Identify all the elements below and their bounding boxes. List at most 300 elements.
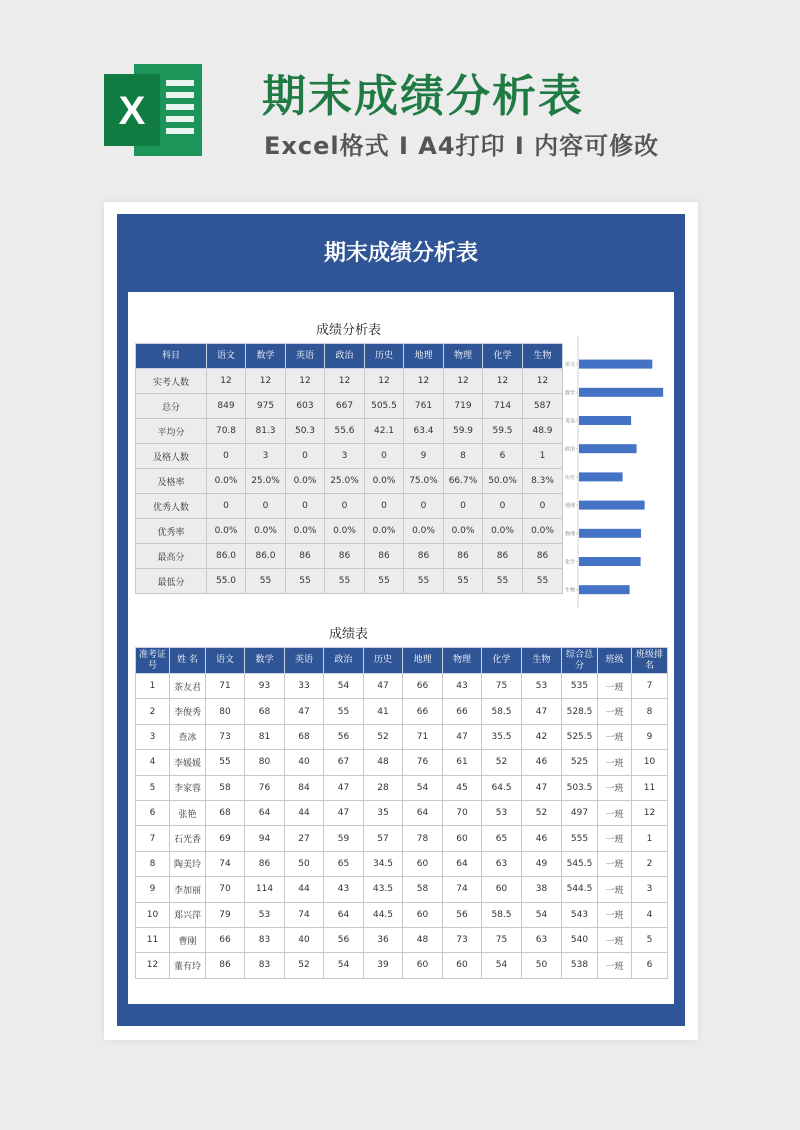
scores-cell: 65 [324,851,364,876]
chart-bar [579,360,652,369]
scores-cell: 81 [245,724,285,749]
analysis-cell: 55 [404,569,444,594]
scores-cell: 555 [562,826,598,851]
scores-cell: 56 [324,927,364,952]
scores-cell: 7 [632,674,668,699]
scores-cell: 李媛媛 [170,750,206,775]
scores-cell: 54 [403,775,443,800]
page-subtitle: Excel格式 Ⅰ A4打印 Ⅰ 内容可修改 [264,132,660,160]
scores-cell: 64 [443,851,482,876]
analysis-row [136,519,563,544]
analysis-row [136,369,563,394]
chart-category-label: 生物 [564,587,576,594]
scores-cell: 76 [245,775,285,800]
scores-cell: 12 [632,800,668,825]
scores-cell: 55 [206,750,245,775]
analysis-cell: 63.4 [404,419,444,444]
scores-cell: 9 [136,877,170,902]
analysis-header-cell: 地理 [404,344,444,369]
scores-cell: 45 [443,775,482,800]
scores-row [136,775,668,800]
scores-cell: 38 [522,877,562,902]
analysis-row [136,444,563,469]
analysis-cell: 0.0% [246,519,286,544]
scores-cell: 54 [324,953,364,978]
scores-cell: 11 [136,927,170,952]
scores-cell: 44.5 [364,902,403,927]
analysis-cell: 55.0 [207,569,246,594]
analysis-cell: 0.0% [286,519,325,544]
scores-cell: 65 [482,826,522,851]
scores-cell: 34.5 [364,851,403,876]
scores-cell: 一班 [598,750,632,775]
scores-cell: 74 [443,877,482,902]
analysis-cell: 12 [286,369,325,394]
scores-cell: 76 [403,750,443,775]
chart-bar [579,444,637,453]
analysis-cell: 12 [444,369,483,394]
scores-cell: 6 [136,800,170,825]
scores-cell: 68 [285,724,324,749]
scores-cell: 一班 [598,851,632,876]
analysis-cell: 55 [444,569,483,594]
scores-cell: 544.5 [562,877,598,902]
scores-cell: 10 [136,902,170,927]
analysis-cell: 12 [246,369,286,394]
scores-cell: 46 [522,826,562,851]
scores-cell: 43 [324,877,364,902]
scores-cell: 42 [522,724,562,749]
scores-cell: 47 [364,674,403,699]
analysis-cell: 25.0% [246,469,286,494]
scores-row [136,699,668,724]
scores-cell: 56 [324,724,364,749]
scores-cell: 83 [245,927,285,952]
scores-cell: 74 [285,902,324,927]
analysis-cell: 86 [483,544,523,569]
analysis-header-cell: 政治 [325,344,365,369]
scores-cell: 茶友君 [170,674,206,699]
analysis-row [136,469,563,494]
scores-cell: 4 [632,902,668,927]
analysis-cell: 86.0 [207,544,246,569]
scores-cell: 44 [285,877,324,902]
chart-bar [579,529,641,538]
scores-cell: 48 [403,927,443,952]
analysis-cell: 总分 [136,394,207,419]
analysis-cell: 714 [483,394,523,419]
average-score-bar-chart [558,336,670,608]
analysis-cell: 55 [365,569,404,594]
chart-bar [579,388,663,397]
analysis-cell: 0.0% [207,519,246,544]
analysis-row [136,419,563,444]
scores-cell: 李家蓉 [170,775,206,800]
analysis-cell: 55.6 [325,419,365,444]
analysis-cell: 25.0% [325,469,365,494]
scores-cell: 3 [136,724,170,749]
scores-cell: 41 [364,699,403,724]
scores-cell: 63 [522,927,562,952]
scores-cell: 1 [136,674,170,699]
analysis-cell: 0 [444,494,483,519]
scores-cell: 一班 [598,902,632,927]
chart-bar [579,557,641,566]
analysis-cell: 75.0% [404,469,444,494]
scores-cell: 68 [206,800,245,825]
analysis-cell: 975 [246,394,286,419]
scores-row [136,877,668,902]
scores-cell: 3 [632,877,668,902]
analysis-cell: 0.0% [365,519,404,544]
analysis-cell: 0.0% [523,519,563,544]
chart-category-label: 物理 [564,531,576,538]
analysis-cell: 3 [325,444,365,469]
scores-cell: 54 [482,953,522,978]
scores-cell: 7 [136,826,170,851]
scores-cell: 40 [285,927,324,952]
analysis-header-cell: 生物 [523,344,563,369]
analysis-cell: 50.0% [483,469,523,494]
scores-cell: 52 [364,724,403,749]
scores-cell: 57 [364,826,403,851]
scores-cell: 5 [136,775,170,800]
scores-cell: 54 [522,902,562,927]
scores-cell: 1 [632,826,668,851]
logo-letter: X [118,89,146,133]
scores-cell: 47 [285,699,324,724]
scores-cell: 35.5 [482,724,522,749]
scores-cell: 61 [443,750,482,775]
scores-cell: 71 [403,724,443,749]
scores-cell: 47 [522,775,562,800]
scores-row [136,750,668,775]
scores-cell: 73 [443,927,482,952]
scores-cell: 5 [632,927,668,952]
scores-cell: 35 [364,800,403,825]
analysis-header-cell: 化学 [483,344,523,369]
analysis-cell: 66.7% [444,469,483,494]
analysis-cell: 59.5 [483,419,523,444]
scores-cell: 48 [364,750,403,775]
analysis-row [136,394,563,419]
scores-cell: 540 [562,927,598,952]
analysis-cell: 优秀人数 [136,494,207,519]
analysis-cell: 及格率 [136,469,207,494]
analysis-cell: 86 [444,544,483,569]
scores-cell: 董有玲 [170,953,206,978]
analysis-cell: 0.0% [365,469,404,494]
scores-cell: 李俊秀 [170,699,206,724]
scores-cell: 64.5 [482,775,522,800]
scores-cell: 一班 [598,775,632,800]
scores-cell: 查冰 [170,724,206,749]
scores-header-cell: 班级排名 [632,648,668,674]
scores-cell: 67 [324,750,364,775]
analysis-header-cell: 历史 [365,344,404,369]
analysis-cell: 50.3 [286,419,325,444]
analysis-cell: 8.3% [523,469,563,494]
analysis-row [136,544,563,569]
scores-cell: 66 [403,674,443,699]
scores-cell: 2 [136,699,170,724]
analysis-cell: 0 [404,494,444,519]
excel-logo-icon [104,64,202,156]
scores-cell: 59 [324,826,364,851]
chart-category-label: 化学 [564,559,576,566]
scores-cell: 54 [324,674,364,699]
analysis-cell: 0 [286,494,325,519]
scores-row [136,724,668,749]
chart-category-label: 政治 [564,446,576,453]
scores-cell: 66 [403,699,443,724]
analysis-cell: 86 [523,544,563,569]
analysis-header-cell: 科目 [136,344,207,369]
analysis-cell: 12 [523,369,563,394]
scores-header-cell: 班级 [598,648,632,674]
scores-cell: 525.5 [562,724,598,749]
scores-cell: 538 [562,953,598,978]
scores-cell: 58 [206,775,245,800]
analysis-cell: 603 [286,394,325,419]
analysis-cell: 42.1 [365,419,404,444]
scores-cell: 6 [632,953,668,978]
scores-cell: 75 [482,674,522,699]
scores-cell: 80 [245,750,285,775]
analysis-header-cell: 数学 [246,344,286,369]
scores-cell: 71 [206,674,245,699]
analysis-cell: 86.0 [246,544,286,569]
analysis-cell: 86 [404,544,444,569]
scores-cell: 60 [403,953,443,978]
chart-category-label: 地理 [564,503,576,510]
scores-cell: 一班 [598,724,632,749]
sheet-title: 期末成绩分析表 [323,241,478,266]
scores-cell: 497 [562,800,598,825]
analysis-cell: 849 [207,394,246,419]
scores-cell: 86 [245,851,285,876]
analysis-header-cell: 物理 [444,344,483,369]
scores-header-cell: 地理 [403,648,443,674]
scores-cell: 79 [206,902,245,927]
scores-cell: 44 [285,800,324,825]
analysis-cell: 81.3 [246,419,286,444]
analysis-cell: 719 [444,394,483,419]
scores-cell: 一班 [598,826,632,851]
scores-cell: 60 [443,953,482,978]
analysis-cell: 59.9 [444,419,483,444]
analysis-cell: 0 [523,494,563,519]
analysis-cell: 667 [325,394,365,419]
analysis-cell: 12 [404,369,444,394]
scores-table [135,647,668,979]
scores-cell: 郑兴萍 [170,902,206,927]
scores-cell: 2 [632,851,668,876]
scores-header-cell: 语文 [206,648,245,674]
scores-header-cell: 姓 名 [170,648,206,674]
scores-header-cell: 综合总分 [562,648,598,674]
analysis-row [136,569,563,594]
analysis-header-cell: 语文 [207,344,246,369]
analysis-header-cell: 英语 [286,344,325,369]
analysis-cell: 86 [286,544,325,569]
scores-cell: 一班 [598,877,632,902]
scores-row [136,953,668,978]
scores-cell: 8 [632,699,668,724]
scores-cell: 52 [522,800,562,825]
scores-cell: 535 [562,674,598,699]
page-title: 期末成绩分析表 [262,71,584,122]
chart-bar [579,416,631,425]
scores-cell: 60 [443,826,482,851]
chart-bar [579,501,645,510]
scores-cell: 一班 [598,927,632,952]
scores-cell: 李加丽 [170,877,206,902]
scores-cell: 52 [285,953,324,978]
analysis-cell: 0.0% [483,519,523,544]
analysis-title: 成绩分析表 [315,323,381,338]
analysis-cell: 0 [483,494,523,519]
analysis-cell: 0.0% [404,519,444,544]
analysis-cell: 55 [523,569,563,594]
scores-cell: 64 [324,902,364,927]
analysis-cell: 0 [286,444,325,469]
scores-cell: 一班 [598,674,632,699]
scores-cell: 12 [136,953,170,978]
analysis-cell: 55 [286,569,325,594]
chart-bar [579,585,630,594]
analysis-row [136,494,563,519]
chart-category-label: 语文 [564,362,576,369]
scores-cell: 55 [324,699,364,724]
scores-cell: 43.5 [364,877,403,902]
scores-cell: 64 [403,800,443,825]
scores-cell: 60 [482,877,522,902]
analysis-cell: 0 [365,494,404,519]
scores-cell: 60 [403,902,443,927]
scores-cell: 64 [245,800,285,825]
analysis-cell: 0.0% [286,469,325,494]
scores-cell: 53 [522,674,562,699]
analysis-cell: 12 [207,369,246,394]
scores-cell: 47 [522,699,562,724]
analysis-cell: 及格人数 [136,444,207,469]
analysis-cell: 9 [404,444,444,469]
analysis-cell: 55 [246,569,286,594]
analysis-cell: 505.5 [365,394,404,419]
scores-cell: 46 [522,750,562,775]
analysis-cell: 1 [523,444,563,469]
scores-cell: 503.5 [562,775,598,800]
analysis-cell: 48.9 [523,419,563,444]
analysis-cell: 0 [207,494,246,519]
analysis-cell: 0 [325,494,365,519]
scores-cell: 70 [443,800,482,825]
analysis-cell: 12 [325,369,365,394]
analysis-table [135,343,563,594]
scores-cell: 56 [443,902,482,927]
scores-row [136,851,668,876]
scores-cell: 94 [245,826,285,851]
scores-cell: 47 [324,800,364,825]
scores-cell: 58 [403,877,443,902]
scores-cell: 114 [245,877,285,902]
scores-cell: 8 [136,851,170,876]
scores-cell: 陶美玲 [170,851,206,876]
scores-cell: 43 [443,674,482,699]
scores-header-cell: 化学 [482,648,522,674]
analysis-cell: 587 [523,394,563,419]
analysis-cell: 0.0% [207,469,246,494]
analysis-cell: 0 [365,444,404,469]
scores-cell: 36 [364,927,403,952]
analysis-cell: 761 [404,394,444,419]
scores-cell: 53 [482,800,522,825]
scores-cell: 528.5 [562,699,598,724]
scores-cell: 60 [403,851,443,876]
scores-cell: 78 [403,826,443,851]
scores-cell: 11 [632,775,668,800]
scores-cell: 49 [522,851,562,876]
scores-header-cell: 数学 [245,648,285,674]
scores-cell: 525 [562,750,598,775]
analysis-cell: 最高分 [136,544,207,569]
scores-header-cell: 生物 [522,648,562,674]
scores-cell: 93 [245,674,285,699]
analysis-cell: 8 [444,444,483,469]
scores-cell: 73 [206,724,245,749]
scores-cell: 80 [206,699,245,724]
scores-cell: 53 [245,902,285,927]
scores-header-cell: 政治 [324,648,364,674]
scores-cell: 68 [245,699,285,724]
analysis-cell: 12 [365,369,404,394]
scores-row [136,674,668,699]
analysis-cell: 6 [483,444,523,469]
scores-cell: 27 [285,826,324,851]
analysis-cell: 12 [483,369,523,394]
scores-cell: 曹刚 [170,927,206,952]
scores-header-cell: 物理 [443,648,482,674]
scores-cell: 63 [482,851,522,876]
scores-header-cell: 英语 [285,648,324,674]
analysis-cell: 0.0% [444,519,483,544]
scores-cell: 28 [364,775,403,800]
analysis-cell: 55 [325,569,365,594]
scores-cell: 4 [136,750,170,775]
analysis-cell: 平均分 [136,419,207,444]
scores-cell: 50 [522,953,562,978]
scores-cell: 86 [206,953,245,978]
scores-cell: 70 [206,877,245,902]
scores-cell: 58.5 [482,699,522,724]
scores-cell: 50 [285,851,324,876]
scores-cell: 543 [562,902,598,927]
analysis-cell: 0 [246,494,286,519]
scores-cell: 39 [364,953,403,978]
scores-cell: 75 [482,927,522,952]
scores-cell: 66 [206,927,245,952]
scores-cell: 66 [443,699,482,724]
scores-row [136,927,668,952]
scores-row [136,826,668,851]
analysis-cell: 55 [483,569,523,594]
scores-cell: 40 [285,750,324,775]
chart-category-label: 历史 [564,474,576,481]
scores-cell: 47 [324,775,364,800]
scores-cell: 33 [285,674,324,699]
analysis-cell: 86 [365,544,404,569]
